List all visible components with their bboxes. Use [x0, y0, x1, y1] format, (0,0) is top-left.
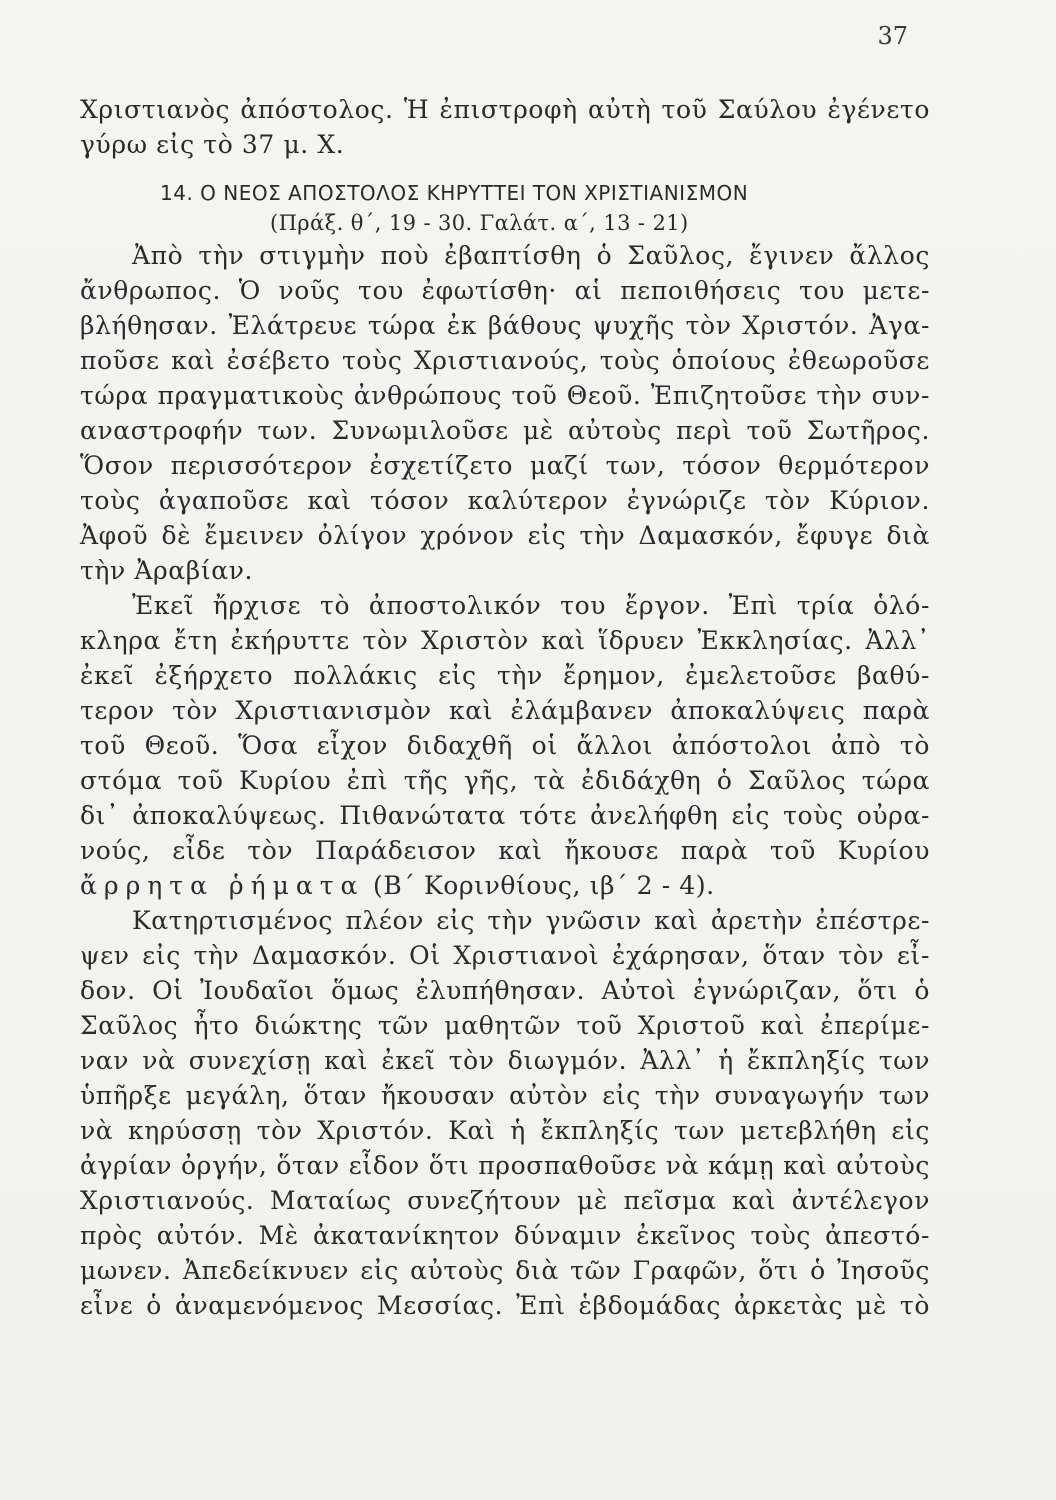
text-line: ψεν εἰς τὴν Δαμασκόν. Οἱ Χριστιανοὶ ἐχάρησαν, ὅταν τὸν εἶ-: [80, 941, 930, 970]
text-line: Ὅσον περισσότερον ἐσχετίζετο μαζί των, τόσον θερμότερον: [80, 451, 930, 480]
text-line: Κατηρτισμένος πλέον εἰς τὴν γνῶσιν καὶ ἀρετὴν ἐπέστρε-: [132, 906, 930, 935]
text-line: γύρω εἰς τὸ 37 μ. Χ.: [80, 130, 345, 159]
section-reference: (Πράξ. θ΄, 19 - 30. Γαλάτ. α΄, 13 - 21): [270, 211, 689, 235]
spaced-emphasis: ἄρρητα ῥήματα: [80, 871, 365, 900]
text-line: Ἀφοῦ δὲ ἔμεινεν ὀλίγον χρόνον εἰς τὴν Δαμασκόν, ἔφυγε διὰ: [80, 521, 930, 550]
text-line: Ἀπὸ τὴν στιγμὴν ποὺ ἐβαπτίσθη ὁ Σαῦλος, ἔγινεν ἄλλος: [132, 241, 930, 270]
text-line: πρὸς αὐτόν. Μὲ ἀκατανίκητον δύναμιν ἐκεῖνος τοὺς ἀπεστό-: [80, 1221, 930, 1250]
text-line: νὰ κηρύσσῃ τὸν Χριστόν. Καὶ ἡ ἔκπληξίς των μετεβλήθη εἰς: [80, 1116, 930, 1145]
text-line: ναν νὰ συνεχίσῃ καὶ ἐκεῖ τὸν διωγμόν. Ἀλλ᾽ ἡ ἔκπληξίς των: [80, 1046, 930, 1075]
text-line: τοῦ Θεοῦ. Ὅσα εἶχον διδαχθῆ οἱ ἄλλοι ἀπόστολοι ἀπὸ τὸ: [80, 731, 930, 760]
section-heading: 14. Ο ΝΕΟΣ ΑΠΟΣΤΟΛΟΣ ΚΗΡΥΤΤΕΙ ΤΟΝ ΧΡΙΣΤΙΑΝΙΣΜΟΝ: [160, 181, 749, 205]
text-line: τερον τὸν Χριστιανισμὸν καὶ ἐλάμβανεν ἀποκαλύψεις παρὰ: [80, 696, 930, 725]
paragraph-1: [80, 238, 930, 588]
text-line: δον. Οἱ Ἰουδαῖοι ὅμως ἐλυπήθησαν. Αὐτοὶ ἐγνώριζαν, ὅτι ὁ: [80, 976, 930, 1005]
text-line-last: [80, 868, 930, 903]
text-line: εἶνε ὁ ἀναμενόμενος Μεσσίας. Ἐπὶ ἑβδομάδας ἀρκετὰς μὲ τὸ: [80, 1291, 930, 1320]
text-line: Χριστιανούς. Ματαίως συνεζήτουν μὲ πεῖσμα καὶ ἀντέλεγον: [80, 1186, 930, 1215]
text-line: νούς, εἶδε τὸν Παράδεισον καὶ ἤκουσε παρὰ τοῦ Κυρίου: [80, 836, 930, 865]
text-line: τώρα πραγματικοὺς ἀνθρώπους τοῦ Θεοῦ. Ἐπιζητοῦσε τὴν συν-: [80, 381, 930, 410]
text-line: Ἐκεῖ ἤρχισε τὸ ἀποστολικόν του ἔργον. Ἐπὶ τρία ὁλό-: [132, 591, 930, 620]
text-line: δι᾽ ἀποκαλύψεως. Πιθανώτατα τότε ἀνελήφθη εἰς τοὺς οὐρα-: [80, 801, 930, 830]
page-content: [80, 92, 930, 1323]
text-line: τὴν Ἀραβίαν.: [80, 556, 254, 585]
text-line: αναστροφήν των. Συνωμιλοῦσε μὲ αὐτοὺς περὶ τοῦ Σωτῆρος.: [80, 416, 930, 445]
text-line: τοὺς ἀγαποῦσε καὶ τόσον καλύτερον ἐγνώριζε τὸν Κύριον.: [80, 486, 930, 515]
scripture-reference: (Β΄ Κορινθίους, ιβ΄ 2 - 4).: [364, 871, 715, 900]
paragraph-3: [80, 903, 930, 1323]
text-line: ποῦσε καὶ ἐσέβετο τοὺς Χριστιανούς, τοὺς ὁποίους ἐθεωροῦσε: [80, 346, 930, 375]
text-line: στόμα τοῦ Κυρίου ἐπὶ τῆς γῆς, τὰ ἐδιδάχθη ὁ Σαῦλος τώρα: [80, 766, 930, 795]
text-line: Σαῦλος ἦτο διώκτης τῶν μαθητῶν τοῦ Χριστοῦ καὶ ἐπερίμε-: [80, 1011, 930, 1040]
text-line: μωνεν. Ἀπεδείκνυεν εἰς αὐτοὺς διὰ τῶν Γραφῶν, ὅτι ὁ Ἰησοῦς: [80, 1256, 930, 1285]
text-line: Χριστιανὸς ἀπόστολος. Ἡ ἐπιστροφὴ αὐτὴ τοῦ Σαύλου ἐγένετο: [80, 95, 930, 124]
text-line: ἄνθρωπος. Ὁ νοῦς του ἐφωτίσθη· αἱ πεποιθήσεις του μετε-: [80, 276, 930, 305]
page-number: 37: [877, 22, 908, 50]
text-line: ἐκεῖ ἐξήρχετο πολλάκις εἰς τὴν ἔρημον, ἐμελετοῦσε βαθύ-: [80, 661, 930, 690]
text-line: ὑπῆρξε μεγάλη, ὅταν ἤκουσαν αὐτὸν εἰς τὴν συναγωγήν των: [80, 1081, 930, 1110]
text-line: βλήθησαν. Ἐλάτρευε τώρα ἐκ βάθους ψυχῆς τὸν Χριστόν. Ἀγα-: [80, 311, 930, 340]
text-line: ἀγρίαν ὀργήν, ὅταν εἶδον ὅτι προσπαθοῦσε νὰ κάμῃ καὶ αὐτοὺς: [80, 1151, 930, 1180]
paragraph-2: [80, 588, 930, 903]
text-line: κληρα ἔτη ἐκήρυττε τὸν Χριστὸν καὶ ἵδρυεν Ἐκκλησίας. Ἀλλ᾽: [80, 626, 930, 655]
